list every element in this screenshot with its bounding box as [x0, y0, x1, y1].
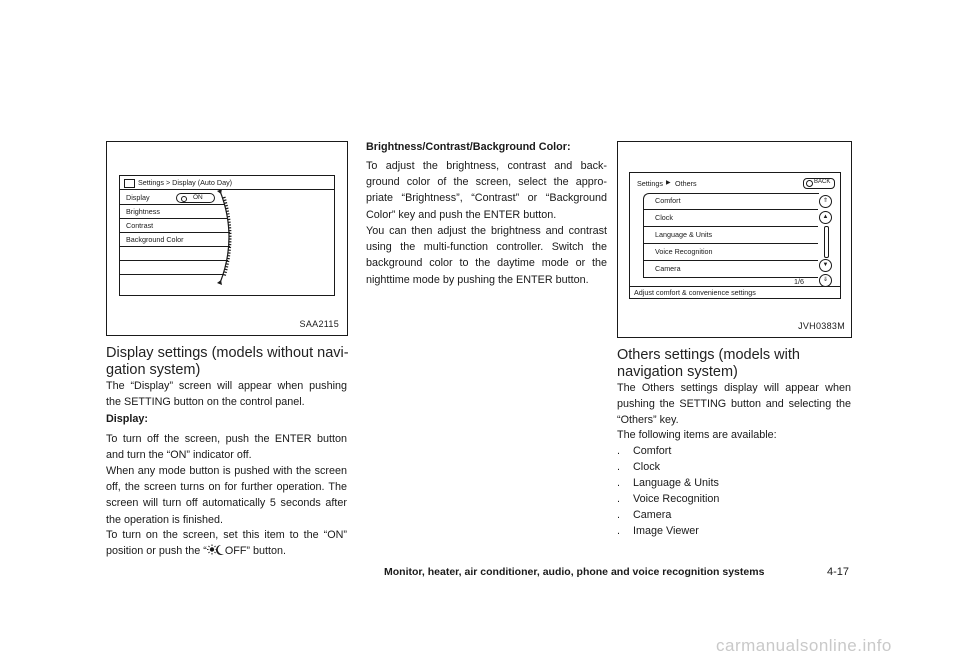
scrollbar-track[interactable]	[824, 226, 829, 258]
list-item-label: Image Viewer	[633, 525, 699, 537]
paragraph-text-a: To turn on the screen, set this item to the “ON” position or push the “	[106, 529, 347, 558]
figure-caption: JVH0383M	[798, 321, 845, 331]
list-item-label: Clock	[633, 461, 660, 473]
screen-title-settings: Settings	[637, 179, 663, 188]
menu-item-voice-recognition[interactable]: Voice Recognition	[655, 247, 713, 256]
back-label: BACK	[814, 179, 831, 185]
paragraph: To adjust the brightness, contrast and back- ground color of the screen, select the appro- priate “Brightness”, “Contrast” or “Background Color” key and push the ENTER button.	[366, 160, 607, 221]
toggle-indicator-icon	[181, 196, 187, 202]
paragraph	[106, 527, 347, 559]
breadcrumb-arrow-icon: ▶	[666, 180, 671, 186]
toggle-label: ON	[193, 193, 203, 201]
paragraph: The following items are available:	[617, 429, 777, 441]
menu-item-camera[interactable]: Camera	[655, 264, 681, 273]
row-divider	[120, 274, 224, 275]
menu-item-contrast[interactable]: Contrast	[126, 221, 154, 230]
list-item-label: Voice Recognition	[633, 493, 720, 505]
menu-item-language-units[interactable]: Language & Units	[655, 230, 713, 239]
bullet-icon: .	[617, 477, 620, 489]
figure-caption: SAA2115	[299, 319, 339, 329]
back-arrow-icon	[806, 180, 813, 187]
bullet-icon: .	[617, 509, 620, 521]
subheading-display: Display:	[106, 413, 149, 425]
list-item-label: Comfort	[633, 445, 672, 457]
list-item	[617, 491, 719, 507]
footer-section-title: Monitor, heater, air conditioner, audio, phone and voice recognition systems	[384, 566, 765, 578]
list-item-label: Language & Units	[633, 477, 719, 489]
paragraph-text-b: OFF” button.	[224, 545, 287, 558]
list-item	[617, 523, 699, 539]
back-button[interactable]	[803, 178, 835, 189]
status-divider	[630, 286, 840, 287]
settings-icon	[124, 179, 135, 188]
list-item	[617, 507, 671, 523]
paragraph: To turn off the screen, push the ENTER button and turn the “ON” indicator off.	[106, 433, 347, 462]
row-divider	[120, 204, 225, 205]
subheading-brightness: Brightness/Contrast/Background Color:	[366, 141, 571, 153]
scroll-up-button[interactable]: ▲	[819, 211, 832, 224]
figure-display-settings	[106, 141, 348, 336]
paragraph: The “Display” screen will appear when pushing the SETTING button on the control panel.	[106, 380, 347, 409]
row-divider	[644, 226, 818, 227]
row-divider	[644, 260, 818, 261]
scroll-arc-icon[interactable]	[212, 189, 242, 285]
screen-title: Settings > Display (Auto Day)	[138, 178, 233, 187]
row-divider	[644, 209, 818, 210]
status-line: Adjust comfort & convenience settings	[634, 288, 756, 297]
bullet-icon: .	[617, 445, 620, 457]
others-settings-screen	[629, 172, 841, 299]
row-divider	[644, 277, 818, 278]
section-heading-display-settings: Display settings (models without navi- gation system)	[106, 345, 349, 378]
page-up-button[interactable]: ⇑	[819, 195, 832, 208]
bullet-icon: .	[617, 525, 620, 537]
display-settings-screen	[119, 175, 335, 296]
menu-item-clock[interactable]: Clock	[655, 213, 673, 222]
page-number: 4-17	[827, 566, 850, 578]
list-item	[617, 475, 719, 491]
menu-item-brightness[interactable]: Brightness	[126, 207, 160, 216]
day-night-icon	[207, 544, 225, 555]
page-down-button[interactable]: ⇓	[819, 274, 832, 287]
watermark: carmanualsonline.info	[716, 636, 892, 655]
figure-others-settings	[617, 141, 852, 338]
list-item	[617, 443, 671, 459]
list-item-label: Camera	[633, 509, 672, 521]
menu-item-background-color[interactable]: Background Color	[126, 235, 184, 244]
menu-item-display[interactable]: Display	[126, 193, 150, 202]
paragraph: When any mode button is pushed with the screen off, the screen turns on for further operation. The screen will turn off automatically 5 seconds after the operation is finished.	[106, 465, 347, 526]
bullet-icon: .	[617, 493, 620, 505]
row-divider	[644, 243, 818, 244]
paragraph: The Others settings display will appear when pushing the SETTING button and selecting the “Others” key.	[617, 382, 851, 427]
paragraph: You can then adjust the brightness and contrast using the multi-function controller. Switch the background color to the daytime mode or the nighttime mode by pushing the ENTER button.	[366, 225, 607, 286]
bullet-icon: .	[617, 461, 620, 473]
scroll-down-button[interactable]: ▼	[819, 259, 832, 272]
display-toggle[interactable]	[176, 193, 215, 203]
section-heading-others-settings: Others settings (models with navigation system)	[617, 347, 800, 380]
page-indicator: 1/6	[794, 277, 804, 286]
menu-item-comfort[interactable]: Comfort	[655, 196, 681, 205]
list-item	[617, 459, 660, 475]
screen-title-others: Others	[675, 179, 697, 188]
